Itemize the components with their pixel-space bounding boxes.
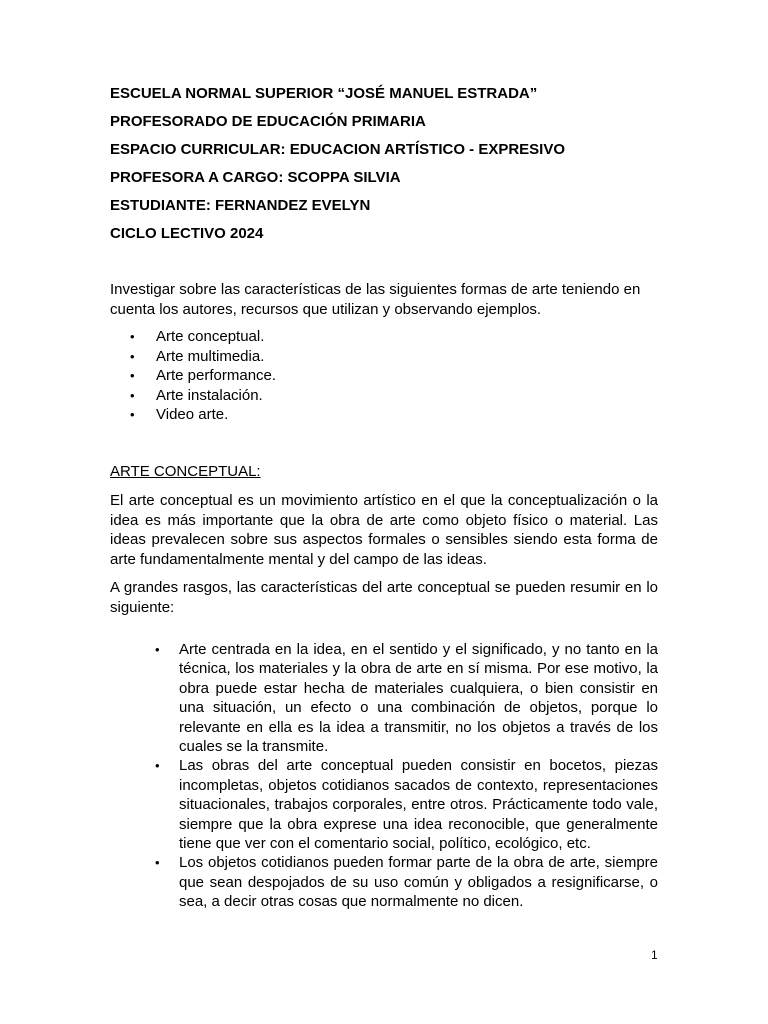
list-item — [110, 327, 658, 347]
list-item — [110, 347, 658, 367]
bullet-icon: • — [130, 329, 135, 344]
list-item — [110, 405, 658, 425]
page-number: 1 — [651, 948, 658, 962]
list-item — [110, 853, 658, 911]
bullet-icon: • — [130, 368, 135, 383]
bullet-icon: • — [155, 642, 160, 657]
section-heading: ARTE CONCEPTUAL: — [110, 463, 261, 480]
list-item-text: Arte centrada en la idea, en el sentido y el significado, y no tanto en la técnica, los materiales y la obra de arte en sí misma. Por ese motivo, la obra puede estar hecha de materiales cualquiera, o bien consistir en una situación, un efecto o una combinación de objetos, porque lo relevante en ella es la idea a transmitir, no los objetos a través de los cuales se la transmite. — [179, 641, 658, 756]
art-forms-list — [110, 327, 658, 425]
bullet-icon: • — [130, 407, 135, 422]
document-header — [110, 84, 670, 252]
intro-paragraph: Investigar sobre las características de las siguientes formas de arte teniendo en cuenta los autores, recursos que utilizan y observando ejemplos. — [110, 281, 641, 318]
bullet-icon: • — [130, 348, 135, 364]
list-item — [110, 386, 658, 406]
characteristics-intro-paragraph: A grandes rasgos, las características del arte conceptual se pueden resumir en lo siguiente: — [110, 579, 658, 616]
list-item-text: Los objetos cotidianos pueden formar parte de la obra de arte, siempre que sean despojados de su uso común y obligados a resignificarse, o sea, a decir otras cosas que normalmente no dicen. — [179, 854, 658, 911]
list-item — [110, 640, 658, 756]
list-item-text: Arte instalación. — [156, 386, 263, 404]
list-item-text: Arte conceptual. — [156, 328, 265, 345]
header-subject: ESPACIO CURRICULAR: EDUCACION ARTÍSTICO - EXPRESIVO — [110, 141, 566, 158]
list-item-text: Video arte. — [156, 406, 229, 423]
list-item — [110, 756, 658, 853]
header-year: CICLO LECTIVO 2024 — [110, 225, 264, 242]
list-item-text: Arte performance. — [156, 367, 277, 384]
header-teacher: PROFESORA A CARGO: SCOPPA SILVIA — [110, 169, 401, 186]
header-school: ESCUELA NORMAL SUPERIOR “JOSÉ MANUEL ESTRADA” — [110, 85, 538, 102]
definition-paragraph: El arte conceptual es un movimiento artístico en el que la conceptualización o la idea es más importante que la obra de arte como objeto físico o material. Las ideas prevalecen sobre sus aspectos formales o sensibles siendo esta forma de arte fundamentalmente mental y del campo de las ideas. — [110, 492, 658, 568]
list-item-text: Las obras del arte conceptual pueden consistir en bocetos, piezas incompletas, objetos cotidianos sacados de contexto, representaciones situacionales, trabajos corporales, entre otros. Prácticamente todo vale, siempre que la obra exprese una idea reconocible, que generalmente tiene que ver con el comentario social, político, ecológico, etc. — [179, 757, 658, 853]
header-program: PROFESORADO DE EDUCACIÓN PRIMARIA — [110, 113, 426, 130]
list-item — [110, 366, 658, 386]
characteristics-list — [110, 640, 658, 912]
bullet-icon: • — [155, 758, 160, 774]
header-student: ESTUDIANTE: FERNANDEZ EVELYN — [110, 197, 371, 214]
bullet-icon: • — [130, 387, 135, 403]
list-item-text: Arte multimedia. — [156, 347, 265, 365]
bullet-icon: • — [155, 855, 160, 871]
